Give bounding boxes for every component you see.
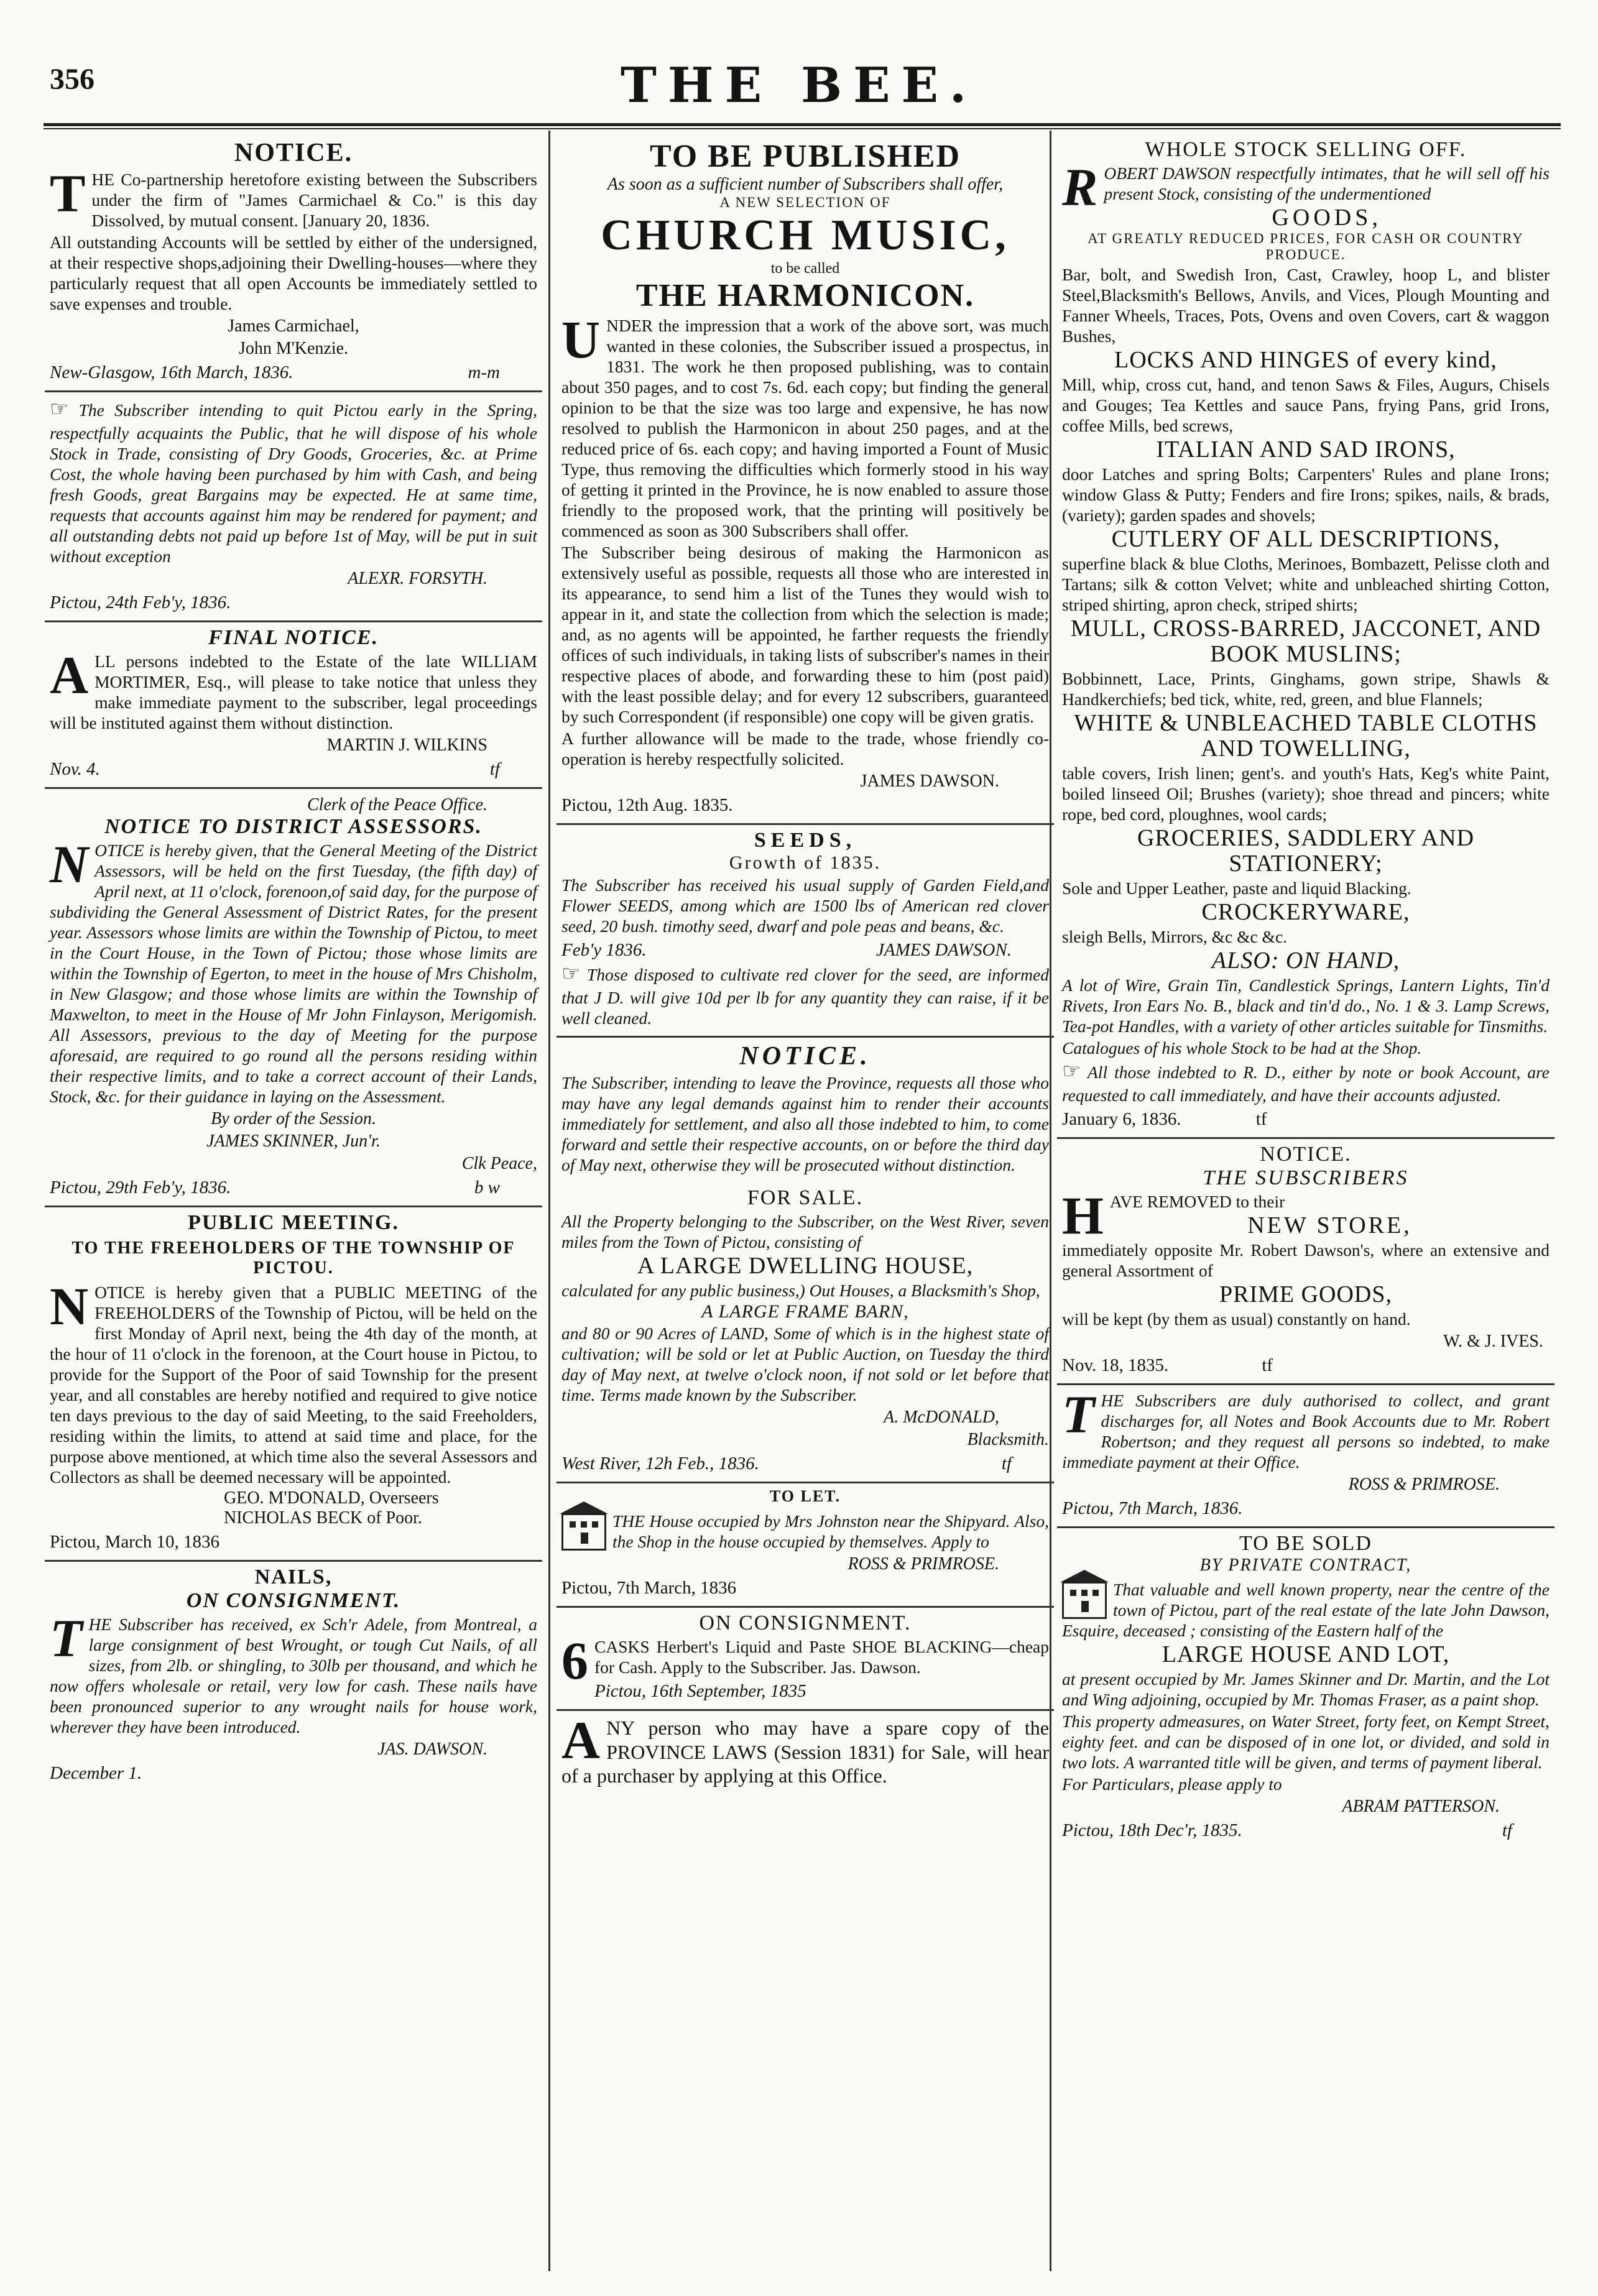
for-sale-ad (557, 1183, 1054, 1483)
item-heading: PRIME GOODS, (1219, 1281, 1393, 1308)
item-heading: GOODS, (1272, 205, 1382, 231)
drop-cap: A (50, 645, 89, 705)
item-heading: ALSO: ON HAND, (1211, 947, 1400, 974)
article-heading: THE HARMONICON. (635, 278, 975, 313)
article-heading: NOTICE. (234, 139, 353, 167)
signature: James Carmichael, (228, 316, 359, 336)
notice-dissolution (45, 134, 542, 392)
dateline: Pictou, 24th Feb'y, 1836. (50, 592, 231, 612)
item-subheading: AT GREATLY REDUCED PRICES, FOR CASH OR COUNTRY PRODUCE. (1088, 231, 1524, 263)
article-text: immediately opposite Mr. Robert Dawson's, where an extensive and general Assortment of (1062, 1240, 1550, 1281)
signature: MARTIN J. WILKINS (326, 735, 487, 755)
ross-primrose-notice (1057, 1385, 1554, 1528)
article-text: Sole and Upper Leather, paste and liquid Blacking. (1062, 878, 1411, 898)
article-heading: ON CONSIGNMENT. (699, 1611, 912, 1635)
shoe-blacking-ad (557, 1608, 1054, 1711)
signature: JAMES DAWSON. (860, 772, 999, 791)
drop-cap: A (561, 1710, 601, 1771)
article-text: ANY person who may have a spare copy of the PROVINCE LAWS (Session 1831) for Sale, will hear of a purchaser by applying at this Office. (561, 1710, 1049, 1787)
signature: A. McDONALD, (884, 1408, 999, 1427)
article-heading-large: CHURCH MUSIC, (601, 211, 1010, 259)
notice-assessors (45, 789, 542, 1207)
article-text: A further allowance will be made to the trade, whose friendly co-operation is hereby respectfully solicited. (561, 729, 1049, 768)
article-text: THE Co-partnership heretofore existing between the Subscribers under the firm of "James Carmichael & Co." is this day Dissolved, by mutual consent. [January 20, 1836. (50, 164, 537, 230)
signature-role: Overseers (369, 1488, 439, 1508)
drop-cap: T (50, 1608, 83, 1668)
dateline: Feb'y 1836. JAMES DAWSON. (561, 940, 1012, 960)
article-text: NOTICE is hereby given that a PUBLIC MEETING of the FREEHOLDERS of the Township of Pictou, will be held on the first Monday of April next, being the 4th day of the month, at the hour of 11 o'clock in the forenoon, at the Court house in Pictou, to provide for the Support of the Poor of said Township for the present year, and all constables are hereby notified and required to give notice ten days previous to the day of said Meeting, to the said Freeholders, residing within the limits, to attend at said time and place, for the purpose above mentioned, at which time also the several Assessors and Collectors as shall be deemed necessary will be appointed. (50, 1276, 537, 1487)
article-text: Catalogues of his whole Stock to be had at the Shop. (1062, 1038, 1422, 1058)
item-heading: CROCKERYWARE, (1201, 899, 1410, 926)
article-heading: PUBLIC MEETING. (188, 1210, 399, 1234)
nails-consignment (45, 1562, 542, 1791)
article-heading: NAILS, (254, 1565, 333, 1588)
house-icon (1062, 1582, 1107, 1619)
drop-cap: T (1062, 1385, 1095, 1445)
drop-cap: N (50, 1276, 89, 1336)
article-heading: TO LET. (769, 1487, 841, 1506)
article-text: A lot of Wire, Grain Tin, Candlestick Springs, Lantern Lights, Tin'd Rivets, Iron Ears No. B., black and tin'd do., No. 1 & 3. Lamp Screws, Tea-pot Handles, with a variety of other articles suitable for Tinsmiths. (1062, 975, 1550, 1036)
ives-store-ad (1057, 1139, 1554, 1385)
pointing-hand-icon: ☞ (50, 398, 69, 421)
column-right (1057, 134, 1554, 2271)
article-text: The Subscriber being desirous of making the Harmonicon as extensively useful as possible, requests all those who are interested in its appearance, to send him a list of the Tunes they would wish to appear in it, and state the collection from which the selection is made; and, as no agents will be appointed, he farther requests the friendly offices of such individuals, in taking lists of subscriber's names in their respective places of abode, and forwarding these to him (post paid) with the least possible delay; and for every 12 subscribers, guaranteed by such Correspondent (if responsible) one copy will be given gratis. (561, 543, 1049, 726)
dateline: Pictou, 29th Feb'y, 1836. b w (50, 1177, 500, 1197)
article-heading: FOR SALE. (747, 1186, 864, 1209)
drop-cap: 6 (561, 1631, 588, 1691)
article-text: sleigh Bells, Mirrors, &c &c &c. (1062, 927, 1288, 947)
dateline: Pictou, 18th Dec'r, 1835. tf (1062, 1820, 1512, 1841)
final-notice (45, 622, 542, 789)
drop-cap: U (561, 310, 601, 369)
signature: ABRAM PATTERSON. (1342, 1797, 1500, 1817)
article-heading: FINAL NOTICE. (208, 625, 379, 649)
dateline: December 1. (50, 1763, 142, 1783)
article-text: table covers, Irish linen; gent's. and youth's Hats, Keg's white Paint, boiled linseed Oil; Brushes (variety); shoe thread and pincers; white rope, bed cord, ploughnes, wool cards; (1062, 763, 1550, 824)
column-rule (548, 131, 550, 2271)
signature: GEO. M'DONALD, (224, 1488, 365, 1508)
article-text: and 80 or 90 Acres of LAND, Some of which is in the highest state of cultivation; will be sold or let at Public Auction, on Tuesday the third day of May next, at twelve o'clock noon, if not sold or let before that time. Terms made known by the Subscriber. (561, 1324, 1049, 1405)
article-text: This property admeasures, on Water Street, forty feet, on Kempt Street, eighty feet. and can be disposed of in one lot, or divided, and sold in two lots. A warranted title will be given, and terms of payment liberal. (1062, 1712, 1550, 1773)
notice-leaving-province (557, 1038, 1054, 1183)
column-left (45, 134, 542, 2271)
article-text: Bar, bolt, and Swedish Iron, Cast, Crawley, hoop L, and blister Steel,Blacksmith's Bellows, Anvils, and Vices, Plough Mounting and Fanner Wheels, Traces, Pots, Ovens and oven Covers, cart & waggon Bushes, (1062, 265, 1550, 346)
article-text: That valuable and well known property, near the centre of the town of Pictou, part of the real estate of the late John Dawson, Esquire, deceased ; consisting of the Eastern half of the (1062, 1580, 1550, 1641)
article-text: ☞ Those disposed to cultivate red clover for the seed, are informed that J D. will give 10d per lb for any quantity they can raise, if it be well cleaned. (561, 962, 1049, 1028)
article-text: All outstanding Accounts will be settled by either of the undersigned, at their respective shops,adjoining their Dwelling-houses—where they particularly request that all open Accounts be immediately settled to save expenses and trouble. (50, 233, 537, 313)
signature: NICHOLAS BECK (224, 1508, 363, 1528)
signature: ROSS & PRIMROSE. (1348, 1475, 1500, 1495)
to-let-ad (557, 1483, 1054, 1608)
signature-title: Clk Peace, (461, 1153, 537, 1173)
article-heading: NOTICE TO DISTRICT ASSESSORS. (104, 814, 483, 838)
article-text: will be kept (by them as usual) constantly on hand. (1062, 1309, 1411, 1329)
article-subheading: to be called (770, 260, 840, 277)
dateline: Pictou, March 10, 1836 (50, 1531, 220, 1552)
article-text: UNDER the impression that a work of the above sort, was much wanted in these colonies, the Subscriber issued a prospectus, in 1831. The work he then proposed publishing, was to contain about 350 pages, and to cost 7s. 6d. each copy; but finding the general opinion to be that the size was too large and expensive, he has now resolved to publish the Harmonicon in about 250 pages, and at the reduced price of 6s. each copy; and having imported a Fount of Music Type, thus removing the difficulties which formerly stood in his way of getting it printed in the Province, he is now enabled to assure those friendly to the proposed work, that the printing will positively be commenced as soon as 300 Subscribers shall offer. (561, 310, 1049, 540)
dateline: Pictou, 16th September, 1835 (594, 1681, 806, 1702)
notice-forsyth (45, 392, 542, 622)
province-laws-ad (557, 1711, 1054, 1795)
item-heading: GROCERIES, SADDLERY AND STATIONERY; (1137, 825, 1475, 877)
article-text: ALL persons indebted to the Estate of the late WILLIAM MORTIMER, Esq., will please to take notice that unless they make immediate payment to the subscriber, legal proceedings will be instituted against them without distinction. (50, 645, 537, 732)
seeds-ad (557, 825, 1054, 1038)
signature-role: of Poor. (367, 1508, 422, 1528)
order-line: By order of the Session. (211, 1109, 376, 1128)
article-text: Bobbinnett, Lace, Prints, Ginghams, gown stripe, Shawls & Handkerchiefs; bed tick, white, red, green, and blue Flannels; (1062, 669, 1550, 709)
pointing-hand-icon: ☞ (1062, 1060, 1081, 1084)
dateline: Pictou, 12th Aug. 1835. (561, 795, 733, 815)
article-text: THE Subscriber has received, ex Sch'r Adele, from Montreal, a large consignment of best Wrought, or tough Cut Nails, of all sizes, from 2lb. or shingling, to 30lb per thousand, and which he now offers wholesale or retail, very low for cash. These nails have been pronounced superior to any wrought nails for house work, wherever they have been introduced. (50, 1608, 537, 1736)
dawson-stock-ad (1057, 134, 1554, 1139)
article-heading: SEEDS, (754, 829, 857, 852)
signature-title: Blacksmith. (967, 1430, 1049, 1450)
dateline: New-Glasgow, 16th March, 1836. m-m (50, 362, 500, 382)
drop-cap: T (50, 164, 86, 223)
article-subheading: ON CONSIGNMENT. (186, 1588, 401, 1612)
article-text: NOTICE is hereby given, that the General Meeting of the District Assessors, will be held on the first Tuesday, (the fifth day) of April next, at 11 o'clock, forenoon,of said day, for the purpose of subdividing the General Assessment of District Rates, for the present year. Assessors whose limits are within the Township of Pictou, to meet in the Court House, in the Town of Pictou; those whose limits are within the Township of Egerton, to meet in the house of Mrs Chisholm, in New Glasgow; and those whose limits are within the Township of Maxwelton, to meet in the House of Mr John Finlayson, Merigomish. All Assessors, previous to the day of Meeting for the purpose aforesaid, are required to go round all the persons residing within their respective limits, and to take a correct account of their Lands, Stock, &c. for their guidance in laying on the Assessment. (50, 834, 537, 1106)
article-text: THE Subscribers are duly authorised to collect, and grant discharges for, all Notes and Book Accounts due to Mr. Robert Robertson; and they request all persons so indebted, to make immediate payment at their Office. (1062, 1385, 1550, 1472)
signature: W. & J. IVES. (1443, 1332, 1543, 1352)
article-heading: WHOLE STOCK SELLING OFF. (1145, 138, 1467, 161)
article-heading: NOTICE. (1260, 1143, 1352, 1166)
item-heading: MULL, CROSS-BARRED, JACCONET, AND BOOK MUSLINS; (1070, 615, 1541, 668)
property-sale-ad (1057, 1528, 1554, 1848)
signature: JAS. DAWSON. (377, 1739, 487, 1759)
drop-cap: H (1062, 1186, 1104, 1246)
item-heading: LARGE HOUSE AND LOT, (1162, 1641, 1450, 1668)
signature: Jas. Dawson. (831, 1657, 921, 1677)
article-heading: TO BE SOLD (1239, 1532, 1372, 1556)
signature: John M'Kenzie. (238, 339, 349, 358)
article-text: All the Property belonging to the Subscriber, on the West River, seven miles from the Town of Pictou, consisting of (561, 1211, 1049, 1252)
article-subheading: As soon as a sufficient number of Subscribers shall offer, (607, 175, 1004, 194)
public-meeting (45, 1207, 542, 1562)
page-number: 356 (50, 63, 95, 96)
article-text: For Particulars, please apply to (1062, 1774, 1282, 1794)
signature: ALEXR. FORSYTH. (348, 568, 487, 588)
dateline: West River, 12h Feb., 1836. tf (561, 1454, 1012, 1474)
article-subheading: Growth of 1835. (729, 852, 882, 873)
article-subheading: THE SUBSCRIBERS (1203, 1166, 1409, 1190)
signature: JAMES SKINNER, Jun'r. (206, 1131, 381, 1151)
drop-cap: R (1062, 157, 1098, 217)
drop-cap: N (50, 834, 89, 894)
harmonicon-ad (557, 134, 1054, 825)
article-text: at present occupied by Mr. James Skinner and Dr. Martin, and the Lot and Wing adjoining, occupied by Mr. Thomas Fraser, as a paint shop. (1062, 1669, 1550, 1710)
article-text: ROBERT DAWSON respectfully intimates, that he will sell off his present Stock, consisting of the undermentioned (1062, 157, 1550, 217)
dateline: Nov. 4. tf (50, 758, 500, 779)
item-heading: ITALIAN AND SAD IRONS, (1156, 436, 1456, 463)
dateline: January 6, 1836. tf (1062, 1109, 1267, 1130)
house-icon (561, 1513, 606, 1551)
header-rule (44, 123, 1561, 129)
dateline: Pictou, 7th March, 1836 (561, 1578, 737, 1598)
article-text: Mill, whip, cross cut, hand, and tenon Saws & Files, Augurs, Chisels and Gouges; Tea Kettles and sauce Pans, frying Pans, grid Irons, coffee Mills, bed screws, (1062, 375, 1550, 436)
item-heading: NEW STORE, (1247, 1212, 1412, 1239)
dateline: Nov. 18, 1835. tf (1062, 1355, 1273, 1376)
article-text: ☞ The Subscriber intending to quit Pictou early in the Spring, respectfully acquaints the Public, that he will dispose of his whole Stock in Trade, consisting of Dry Goods, Groceries, &c. at Prime Cost, the whole having been purchased by him with Cash, and being fresh Goods, great Bargains may be expected. He at same time, requests that accounts against him may be rendered for payment; and all outstanding debts not paid up before 1st of May, will be put in suit without exception (50, 398, 537, 566)
article-heading: NOTICE. (739, 1041, 871, 1071)
office-line: Clerk of the Peace Office. (307, 795, 487, 814)
article-text: THE House occupied by Mrs Johnston near the Shipyard. Also, the Shop in the house occupied by themselves. Apply to (561, 1511, 1049, 1552)
article-subheading: TO THE FREEHOLDERS OF THE TOWNSHIP OF PICTOU. (72, 1238, 515, 1278)
article-heading: TO BE PUBLISHED (649, 139, 961, 174)
item-heading: A LARGE DWELLING HOUSE, (637, 1252, 974, 1279)
signature-block (50, 1488, 537, 1528)
article-text: door Latches and spring Bolts; Carpenters' Rules and plane Irons; window Glass & Putty; Fenders and fire Irons; spikes, nails, & brads, (variety); garden spades and shovels; (1062, 464, 1550, 525)
item-heading: CUTLERY OF ALL DESCRIPTIONS, (1111, 526, 1500, 553)
article-text: The Subscriber, intending to leave the Province, requests all those who may have any legal demands against him to render their accounts immediately for settlement, and also all those indebted to him, to come forward and settle their respective accounts, on or before the third day of May next, otherwise they will be prosecuted without distinction. (561, 1072, 1049, 1174)
item-heading: A LARGE FRAME BARN, (701, 1301, 909, 1322)
article-subheading: BY PRIVATE CONTRACT, (1199, 1556, 1412, 1575)
article-text: superfine black & blue Cloths, Merinoes, Bombazett, Pelisse cloth and Tartans; silk & cotton Velvet; white and unbleached shirting Cotton, striped shirting, apron check, striped shirts; (1062, 554, 1550, 615)
item-heading: LOCKS AND HINGES of every kind, (1114, 347, 1497, 374)
article-text: The Subscriber has received his usual supply of Garden Field,and Flower SEEDS, among which are 1500 lbs of American red clover seed, 20 bush. timothy seed, dwarf and pole peas and beans, &c. (561, 875, 1049, 936)
article-subheading: A NEW SELECTION OF (719, 195, 891, 210)
masthead-title: THE BEE. (620, 57, 978, 114)
article-text: HAVE REMOVED to their (1062, 1186, 1285, 1246)
article-text: 6 CASKS Herbert's Liquid and Paste SHOE BLACKING—cheap for Cash. Apply to the Subscriber. Jas. Dawson. (561, 1631, 1049, 1691)
item-heading: WHITE & UNBLEACHED TABLE CLOTHS AND TOWELLING, (1074, 710, 1538, 762)
article-text: ☞ All those indebted to R. D., either by note or book Account, are requested to call immediately, and have their accounts adjusted. (1062, 1060, 1550, 1105)
dateline: Pictou, 7th March, 1836. (1062, 1498, 1243, 1519)
article-text: calculated for any public business,) Out Houses, a Blacksmith's Shop, (561, 1280, 1040, 1300)
pointing-hand-icon: ☞ (561, 962, 581, 985)
column-middle (557, 134, 1054, 2271)
signature: ROSS & PRIMROSE. (847, 1554, 999, 1574)
